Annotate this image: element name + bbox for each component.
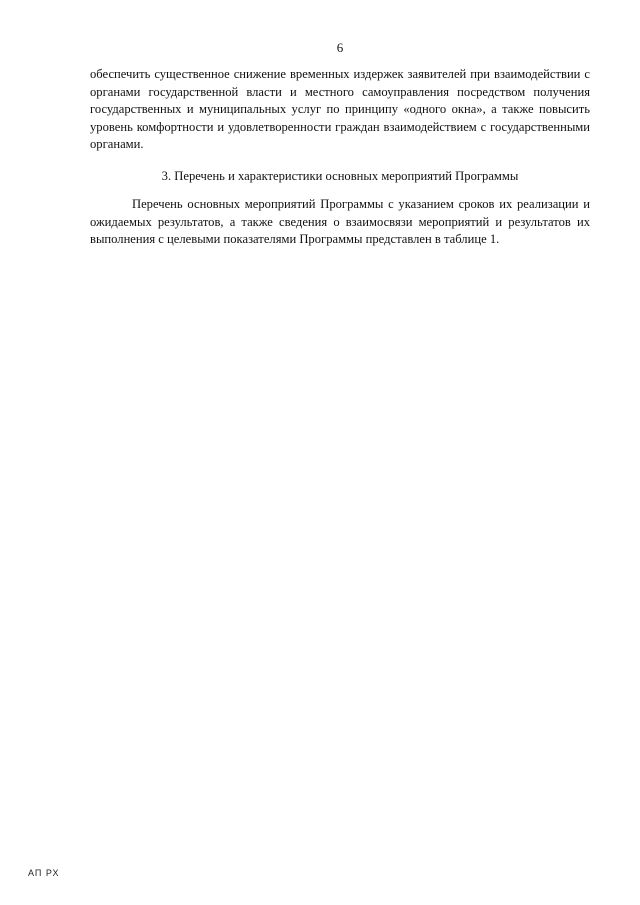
section-heading: 3. Перечень и характеристики основных мероприятий Программы (161, 169, 519, 183)
page-number: 6 (336, 40, 344, 55)
paragraph-activities-list: Перечень основных мероприятий Программы с указанием сроков их реализации и ожидаемых результатов, а также сведения о взаимосвязи мероприятий и результатов их выполнения с целевыми показателями Программы представлен в таблице 1. (90, 197, 590, 247)
footer-stamp-mark: АП РХ (28, 868, 60, 878)
paragraph-intro-continuation: обеспечить существенное снижение временных издержек заявителей при взаимодействии с органами государственной власти и местного самоуправления посредством получения государственных и муниципальных услуг по принципу «одного окна», а также повысить уровень комфортности и удовлетворенности граждан взаимодействием с государственными органами. (90, 67, 590, 152)
